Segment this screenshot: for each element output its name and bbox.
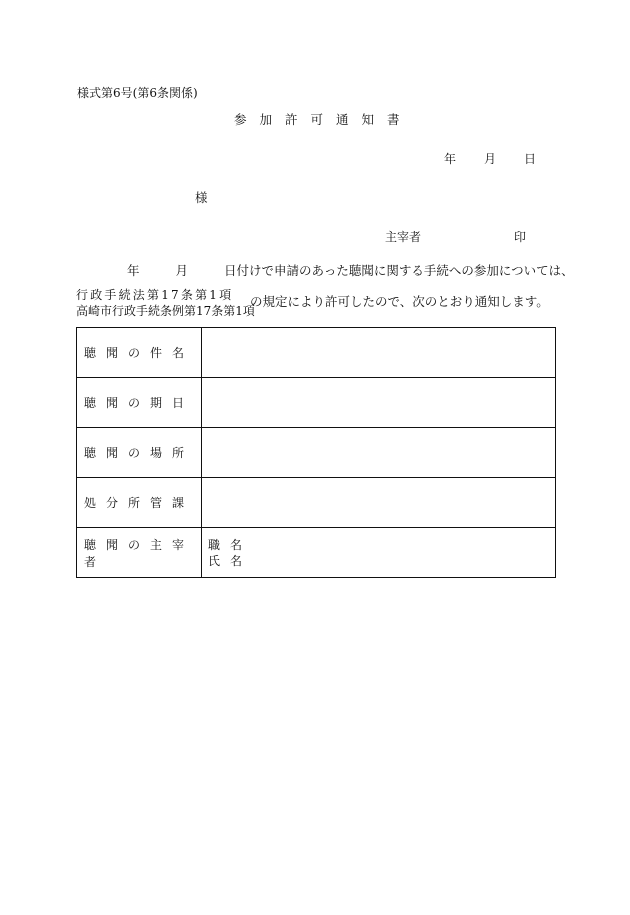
row-label-presider: 聴聞の主宰者 [77,528,202,578]
table-row [77,528,556,578]
table-row [77,478,556,528]
table-row [77,328,556,378]
presider-name-label: 氏名 [208,553,253,568]
sender-label: 主宰者 [385,230,422,244]
row-label-hearing-place: 聴聞の場所 [77,428,202,478]
law-option-municipal: 高崎市行政手続条例第17条第1項 [76,304,255,318]
hearing-info-table [76,327,556,578]
row-label-department: 処分所管課 [77,478,202,528]
row-value-department [202,478,556,528]
row-label-hearing-date: 聴聞の期日 [77,378,202,428]
row-value-hearing-date [202,378,556,428]
table-row [77,378,556,428]
seal-mark: 印 [514,230,527,244]
body-line-2: の規定により許可したので、次のとおり通知します。 [250,294,549,309]
body-month-label: 月 [175,263,189,278]
date-day-label: 日 [524,152,537,166]
row-value-hearing-place [202,428,556,478]
addressee-honorific: 様 [195,190,208,205]
row-value-presider [202,528,556,578]
date-year-label: 年 [444,152,457,166]
table-row [77,428,556,478]
form-number: 様式第6号(第6条関係) [77,86,198,100]
date-month-label: 月 [484,152,497,166]
presider-position-label: 職名 [208,537,253,552]
body-line1-text: 日付けで申請のあった聴聞に関する手続への参加については、 [224,263,574,278]
document-title: 参加許可通知書 [234,112,413,127]
body-year-label: 年 [127,263,140,278]
row-label-hearing-subject: 聴聞の件名 [77,328,202,378]
body-line-1 [127,261,574,279]
law-option-national: 行政手続法第17条第1項 [76,288,234,302]
date-line [444,150,536,167]
row-value-hearing-subject [202,328,556,378]
